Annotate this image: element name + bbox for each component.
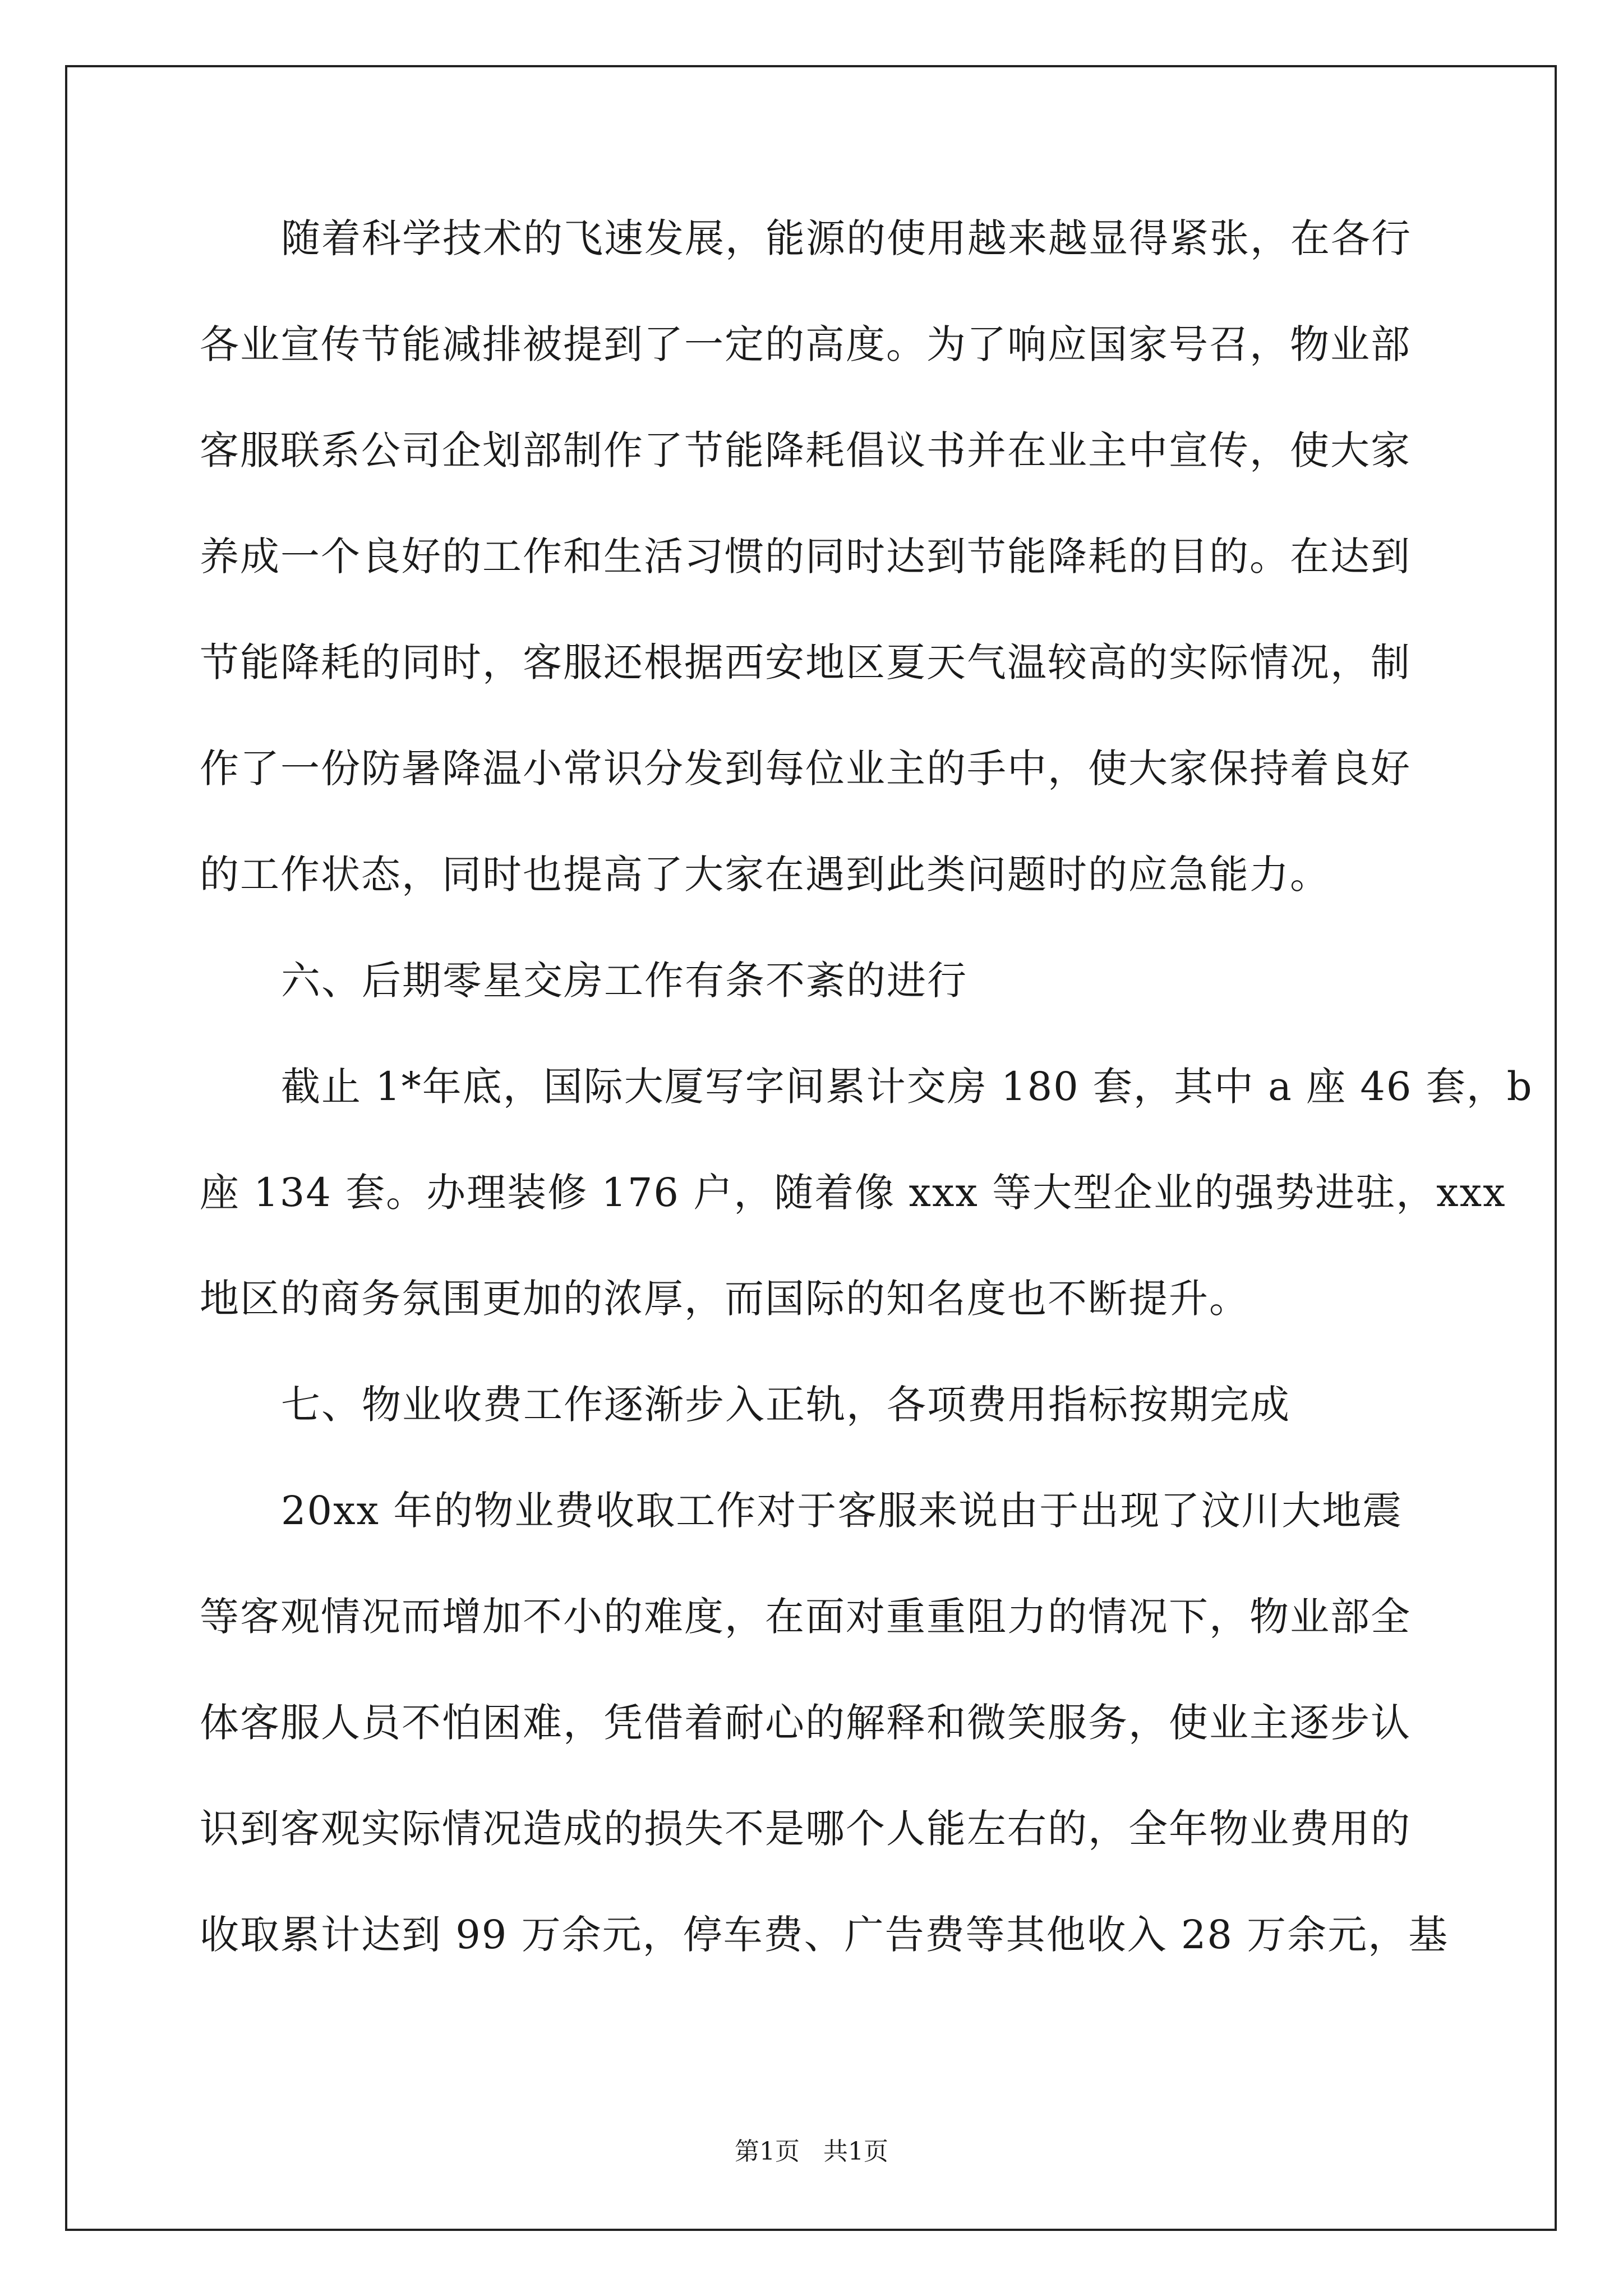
text-line-15: 体客服人员不怕困难，凭借着耐心的解释和微笑服务，使业主逐步认 (200, 1700, 1411, 1746)
text-line-7: 的工作状态，同时也提高了大家在遇到此类问题时的应急能力。 (200, 852, 1330, 898)
document-body (200, 213, 1533, 2016)
text-line-1: 随着科学技术的飞速发展，能源的使用越来越显得紧张，在各行 (281, 215, 1412, 261)
text-line-5: 节能降耗的同时，客服还根据西安地区夏天气温较高的实际情况，制 (200, 639, 1411, 685)
section-heading-7: 七、物业收费工作逐渐步入正轨，各项费用指标按期完成 (281, 1382, 1290, 1428)
text-line-9: 截止 1*年底，国际大厦写字间累计交房 180 套，其中 a 座 46 套，b (281, 1064, 1533, 1110)
text-line-10: 座 134 套。办理装修 176 户，随着像 xxx 等大型企业的强势进驻，xxx (200, 1170, 1506, 1216)
text-line-3: 客服联系公司企划部制作了节能降耗倡议书并在业主中宣传，使大家 (200, 427, 1411, 473)
page-number-footer: 第1页 共1页 (735, 2137, 888, 2166)
text-line-6: 作了一份防暑降温小常识分发到每位业主的手中，使大家保持着良好 (200, 746, 1411, 792)
section-heading-6: 六、后期零星交房工作有条不紊的进行 (281, 958, 967, 1004)
text-line-17: 收取累计达到 99 万余元，停车费、广告费等其他收入 28 万余元，基 (200, 1912, 1449, 1958)
text-line-2: 各业宣传节能减排被提到了一定的高度。为了响应国家号召，物业部 (200, 321, 1411, 367)
text-line-13: 20xx 年的物业费收取工作对于客服来说由于出现了汶川大地震 (281, 1488, 1403, 1534)
text-line-14: 等客观情况而增加不小的难度，在面对重重阻力的情况下，物业部全 (200, 1594, 1411, 1640)
text-line-11: 地区的商务氛围更加的浓厚，而国际的知名度也不断提升。 (200, 1276, 1249, 1322)
text-line-4: 养成一个良好的工作和生活习惯的同时达到节能降耗的目的。在达到 (200, 533, 1411, 579)
text-line-16: 识到客观实际情况造成的损失不是哪个人能左右的，全年物业费用的 (200, 1806, 1411, 1852)
